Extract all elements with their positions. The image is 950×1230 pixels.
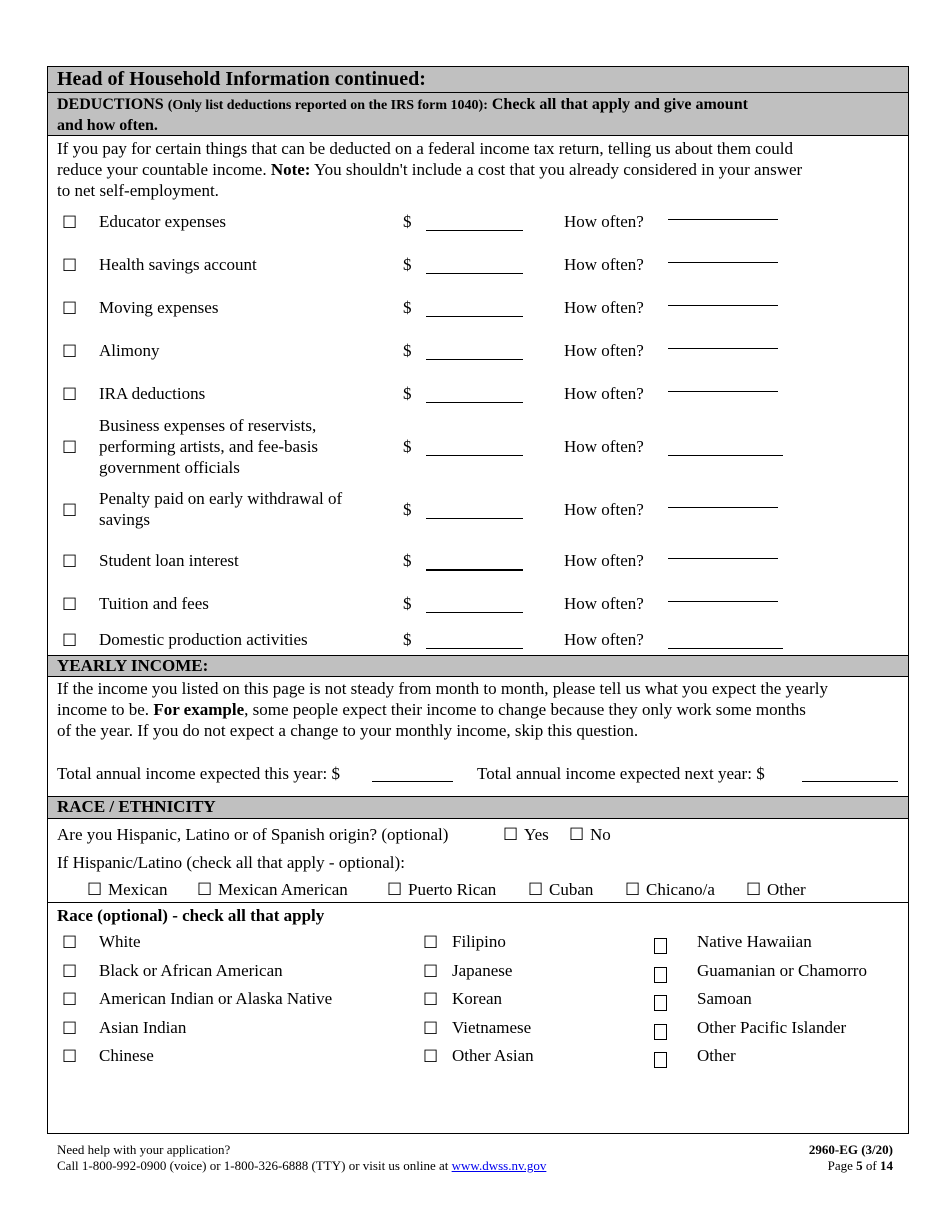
deductions-intro-line1: If you pay for certain things that can be deducted on a federal income tax return, telling us about them could bbox=[57, 139, 793, 158]
deductions-heading-line2: and how often. bbox=[57, 117, 158, 134]
how-often-label: How often? bbox=[564, 298, 644, 317]
race-option-label: Japanese bbox=[452, 961, 513, 980]
how-often-label: How often? bbox=[564, 255, 644, 274]
dollar-sign: $ bbox=[403, 551, 412, 570]
how-often-field[interactable] bbox=[668, 601, 778, 602]
deduction-checkbox[interactable]: ☐ bbox=[62, 631, 78, 651]
race-option-label: Korean bbox=[452, 989, 503, 1008]
deduction-label: performing artists, and fee-basis bbox=[99, 437, 319, 456]
hispanic-option-checkbox[interactable]: ☐ bbox=[746, 880, 762, 900]
deduction-amount-field[interactable] bbox=[426, 273, 523, 274]
deductions-intro-line2: reduce your countable income. Note: You shouldn't include a cost that you already considered in your answer bbox=[57, 160, 803, 179]
deduction-amount-field[interactable] bbox=[426, 359, 523, 360]
how-often-label: How often? bbox=[564, 384, 644, 403]
deduction-checkbox[interactable]: ☐ bbox=[62, 299, 78, 319]
how-often-label: How often? bbox=[564, 341, 644, 360]
race-checkbox[interactable]: ☐ bbox=[62, 1019, 78, 1039]
race-checkbox[interactable]: ☐ bbox=[62, 990, 78, 1010]
hispanic-option-label: Other bbox=[767, 880, 806, 899]
race-checkbox[interactable] bbox=[654, 938, 667, 954]
race-ethnicity-heading: RACE / ETHNICITY bbox=[57, 797, 216, 816]
deduction-label: Student loan interest bbox=[99, 551, 239, 570]
income-next-year-field[interactable] bbox=[802, 781, 898, 782]
hispanic-yes-checkbox[interactable]: ☐ bbox=[503, 825, 519, 845]
how-often-field[interactable] bbox=[668, 558, 778, 559]
yearly-line3: of the year. If you do not expect a change to your monthly income, skip this question. bbox=[57, 721, 639, 740]
yearly-line2: income to be. For example, some people expect their income to change because they only work some months bbox=[57, 700, 806, 719]
race-option-label: Samoan bbox=[697, 989, 752, 1008]
deduction-amount-field[interactable] bbox=[426, 316, 523, 317]
footer-help: Need help with your application? bbox=[57, 1142, 231, 1157]
hispanic-option-checkbox[interactable]: ☐ bbox=[87, 880, 103, 900]
income-this-year-field[interactable] bbox=[372, 781, 453, 782]
deduction-label: Health savings account bbox=[99, 255, 257, 274]
how-often-field[interactable] bbox=[668, 219, 778, 220]
race-option-label: Filipino bbox=[452, 932, 506, 951]
hispanic-yes-label: Yes bbox=[524, 825, 549, 844]
deduction-label: Moving expenses bbox=[99, 298, 219, 317]
footer-call: Call 1-800-992-0900 (voice) or 1-800-326-6888 (TTY) or visit us online at www.dwss.nv.gov bbox=[57, 1158, 547, 1173]
race-option-label: Other Asian bbox=[452, 1046, 534, 1065]
hispanic-option-label: Chicano/a bbox=[646, 880, 715, 899]
dollar-sign: $ bbox=[403, 594, 412, 613]
deduction-checkbox[interactable]: ☐ bbox=[62, 256, 78, 276]
how-often-field[interactable] bbox=[668, 348, 778, 349]
race-checkbox[interactable]: ☐ bbox=[62, 962, 78, 982]
race-checkbox[interactable]: ☐ bbox=[423, 962, 439, 982]
deduction-label: Alimony bbox=[99, 341, 160, 360]
deduction-amount-field[interactable] bbox=[426, 569, 523, 571]
page-number: Page 5 of 14 bbox=[827, 1158, 893, 1173]
how-often-label: How often? bbox=[564, 437, 644, 456]
race-heading: Race (optional) - check all that apply bbox=[57, 906, 325, 925]
how-often-label: How often? bbox=[564, 551, 644, 570]
deduction-label: Educator expenses bbox=[99, 212, 226, 231]
dollar-sign: $ bbox=[403, 499, 412, 519]
dollar-sign: $ bbox=[403, 341, 412, 360]
dollar-sign: $ bbox=[403, 298, 412, 317]
how-often-field[interactable] bbox=[668, 391, 778, 392]
page-title: Head of Household Information continued: bbox=[57, 68, 426, 90]
deduction-label: savings bbox=[99, 510, 150, 529]
deductions-heading: DEDUCTIONS (Only list deductions reported on the IRS form 1040): Check all that apply and give amount bbox=[57, 96, 748, 113]
deduction-amount-field[interactable] bbox=[426, 455, 523, 456]
race-checkbox[interactable]: ☐ bbox=[423, 1047, 439, 1067]
race-option-label: Vietnamese bbox=[452, 1018, 532, 1037]
hispanic-option-label: Mexican American bbox=[218, 880, 348, 899]
race-option-label: White bbox=[99, 932, 141, 951]
race-option-label: Chinese bbox=[99, 1046, 154, 1065]
hispanic-option-checkbox[interactable]: ☐ bbox=[528, 880, 544, 900]
race-option-label: Black or African American bbox=[99, 961, 283, 980]
dollar-sign: $ bbox=[403, 255, 412, 274]
how-often-label: How often? bbox=[564, 499, 644, 519]
race-option-label: Native Hawaiian bbox=[697, 932, 812, 951]
race-checkbox[interactable] bbox=[654, 1052, 667, 1068]
dollar-sign: $ bbox=[403, 212, 412, 231]
footer-website-link[interactable]: www.dwss.nv.gov bbox=[451, 1158, 547, 1173]
yearly-line1: If the income you listed on this page is not steady from month to month, please tell us what you expect the yearly bbox=[57, 679, 828, 698]
race-option-label: American Indian or Alaska Native bbox=[99, 989, 333, 1008]
dollar-sign: $ bbox=[403, 384, 412, 403]
deduction-label: Business expenses of reservists, bbox=[99, 416, 317, 435]
race-option-label: Other bbox=[697, 1046, 736, 1065]
hispanic-option-label: Cuban bbox=[549, 880, 594, 899]
deduction-label: Tuition and fees bbox=[99, 594, 209, 613]
race-checkbox[interactable]: ☐ bbox=[423, 933, 439, 953]
how-often-label: How often? bbox=[564, 594, 644, 613]
hispanic-no-checkbox[interactable]: ☐ bbox=[569, 825, 585, 845]
race-checkbox[interactable] bbox=[654, 967, 667, 983]
deduction-checkbox[interactable]: ☐ bbox=[62, 342, 78, 362]
race-option-label: Asian Indian bbox=[99, 1018, 187, 1037]
deduction-checkbox[interactable]: ☐ bbox=[62, 595, 78, 615]
hispanic-option-label: Puerto Rican bbox=[408, 880, 497, 899]
race-option-label: Guamanian or Chamorro bbox=[697, 961, 867, 980]
deduction-checkbox[interactable]: ☐ bbox=[62, 500, 78, 521]
hispanic-question: Are you Hispanic, Latino or of Spanish origin? (optional) bbox=[57, 825, 449, 844]
how-often-field[interactable] bbox=[668, 648, 783, 649]
yearly-income-heading: YEARLY INCOME: bbox=[57, 656, 209, 675]
race-divider bbox=[48, 902, 908, 903]
hispanic-option-checkbox[interactable]: ☐ bbox=[197, 880, 213, 900]
deduction-amount-field[interactable] bbox=[426, 230, 523, 231]
race-checkbox[interactable] bbox=[654, 1024, 667, 1040]
how-often-field[interactable] bbox=[668, 455, 783, 456]
hispanic-option-label: Mexican bbox=[108, 880, 168, 899]
deduction-amount-field[interactable] bbox=[426, 612, 523, 613]
deduction-amount-field[interactable] bbox=[426, 648, 523, 649]
how-often-label: How often? bbox=[564, 212, 644, 231]
how-often-field[interactable] bbox=[668, 305, 778, 306]
deduction-label: Penalty paid on early withdrawal of bbox=[99, 489, 343, 508]
dollar-sign: $ bbox=[403, 437, 412, 456]
race-checkbox[interactable] bbox=[654, 995, 667, 1011]
deduction-amount-field[interactable] bbox=[426, 402, 523, 403]
deduction-checkbox[interactable]: ☐ bbox=[62, 213, 78, 233]
hispanic-option-checkbox[interactable]: ☐ bbox=[387, 880, 403, 900]
race-checkbox[interactable]: ☐ bbox=[62, 1047, 78, 1067]
how-often-label: How often? bbox=[564, 630, 644, 649]
deduction-amount-field[interactable] bbox=[426, 518, 523, 519]
how-often-field[interactable] bbox=[668, 507, 778, 508]
deduction-checkbox[interactable]: ☐ bbox=[62, 552, 78, 572]
deduction-label: IRA deductions bbox=[99, 384, 206, 403]
income-this-year-label: Total annual income expected this year: $ bbox=[57, 764, 340, 783]
deductions-intro-line3: to net self-employment. bbox=[57, 181, 219, 200]
dollar-sign: $ bbox=[403, 630, 412, 649]
deduction-label: Domestic production activities bbox=[99, 630, 308, 649]
income-next-year-label: Total annual income expected next year: $ bbox=[477, 764, 765, 783]
deduction-label: government officials bbox=[99, 458, 240, 477]
how-often-field[interactable] bbox=[668, 262, 778, 263]
race-option-label: Other Pacific Islander bbox=[697, 1018, 847, 1037]
hispanic-no-label: No bbox=[590, 825, 611, 844]
race-checkbox[interactable]: ☐ bbox=[423, 1019, 439, 1039]
race-checkbox[interactable]: ☐ bbox=[423, 990, 439, 1010]
hispanic-option-checkbox[interactable]: ☐ bbox=[625, 880, 641, 900]
deduction-checkbox[interactable]: ☐ bbox=[62, 438, 78, 458]
hispanic-sub-label: If Hispanic/Latino (check all that apply - optional): bbox=[57, 853, 405, 872]
form-id: 2960-EG (3/20) bbox=[808, 1142, 893, 1157]
deduction-checkbox[interactable]: ☐ bbox=[62, 385, 78, 405]
race-checkbox[interactable]: ☐ bbox=[62, 933, 78, 953]
